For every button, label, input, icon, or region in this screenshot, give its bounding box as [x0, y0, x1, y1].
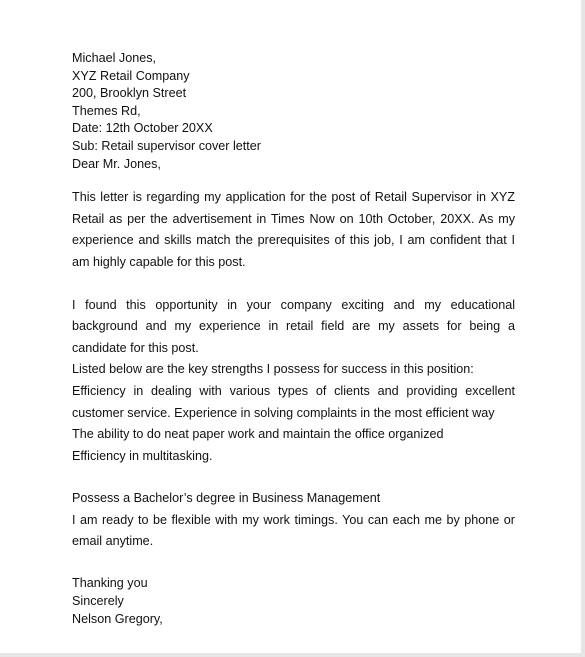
strength-item: The ability to do neat paper work and maintain the office organized: [72, 427, 444, 442]
spacer: [72, 467, 515, 488]
signature-name: Nelson Gregory,: [72, 612, 163, 627]
sender-company: XYZ Retail Company: [72, 68, 190, 83]
closing-sign-off: Sincerely: [72, 594, 124, 609]
spacer: [72, 553, 515, 574]
letter-date: Date: 12th October 20XX: [72, 121, 213, 136]
strength-item: Efficiency in dealing with various types of clients and providing excellent customer service. Experience in solving complaints in the most efficient way: [72, 383, 515, 420]
sender-street: 200, Brooklyn Street: [72, 86, 187, 101]
cover-letter: [72, 50, 515, 629]
strength-item: Efficiency in multitasking.: [72, 448, 213, 463]
sender-road: Themes Rd,: [72, 103, 141, 118]
paragraph-opportunity: I found this opportunity in your company exciting and my educational background and my experience in retail field are my assets for being a candidate for this post.: [72, 297, 515, 355]
closing-block: [72, 574, 515, 629]
degree-statement: Possess a Bachelor’s degree in Business Management: [72, 491, 381, 506]
spacer: [72, 173, 515, 187]
closing-thanks: Thanking you: [72, 576, 148, 591]
salutation: Dear Mr. Jones,: [72, 156, 161, 171]
spacer: [72, 274, 515, 295]
paragraph-availability: I am ready to be flexible with my work timings. You can each me by phone or email anytime.: [72, 512, 515, 549]
sender-name: Michael Jones,: [72, 51, 156, 65]
sender-block: [72, 50, 515, 173]
letter-subject: Sub: Retail supervisor cover letter: [72, 138, 261, 153]
paragraph-application: This letter is regarding my application for the post of Retail Supervisor in XYZ Retail as per the advertisement in Times Now on 10th October, 20XX. As my experience and skills match the prerequisites of this job, I am confident that I am highly capable for this post.: [72, 190, 515, 269]
strengths-intro: Listed below are the key strengths I possess for success in this position:: [72, 362, 474, 377]
